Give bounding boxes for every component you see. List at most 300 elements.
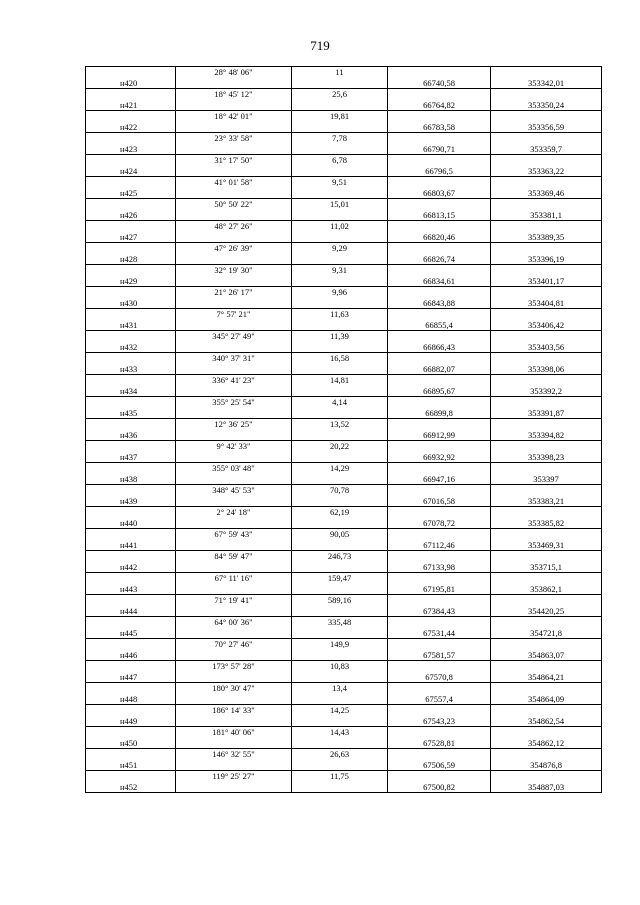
bearing-cell: 47° 26' 39": [176, 243, 292, 254]
bearing-cell-empty: [176, 452, 292, 463]
bearing-cell: 146° 32' 55": [176, 749, 292, 760]
point-row: [86, 760, 602, 771]
point-id-cell: н423: [86, 144, 176, 155]
distance-cell-empty: [292, 298, 388, 309]
segment-row: [86, 177, 602, 188]
point-cell-empty: [86, 133, 176, 144]
point-row: [86, 430, 602, 441]
point-id-cell: н425: [86, 188, 176, 199]
point-id-cell: н439: [86, 496, 176, 507]
segment-row: [86, 529, 602, 540]
x-cell-empty: [388, 287, 491, 298]
segment-row: [86, 573, 602, 584]
y-coordinate-cell: 353359,7: [491, 144, 602, 155]
x-coordinate-cell: 67384,43: [388, 606, 491, 617]
point-row: [86, 650, 602, 661]
segment-row: [86, 419, 602, 430]
y-coordinate-cell: 353862,1: [491, 584, 602, 595]
distance-cell-empty: [292, 430, 388, 441]
x-coordinate-cell: 67506,59: [388, 760, 491, 771]
distance-cell-empty: [292, 144, 388, 155]
distance-cell-empty: [292, 386, 388, 397]
bearing-cell-empty: [176, 518, 292, 529]
point-row: [86, 276, 602, 287]
point-row: [86, 166, 602, 177]
segment-row: [86, 67, 602, 78]
y-coordinate-cell: 353397: [491, 474, 602, 485]
y-coordinate-cell: 353342,01: [491, 78, 602, 89]
point-id-cell: н430: [86, 298, 176, 309]
segment-row: [86, 221, 602, 232]
x-coordinate-cell: 66834,61: [388, 276, 491, 287]
x-cell-empty: [388, 177, 491, 188]
y-coordinate-cell: 353401,17: [491, 276, 602, 287]
y-coordinate-cell: 354863,07: [491, 650, 602, 661]
y-cell-empty: [491, 485, 602, 496]
point-id-cell: н421: [86, 100, 176, 111]
bearing-cell: 355° 03' 48": [176, 463, 292, 474]
y-coordinate-cell: 354862,54: [491, 716, 602, 727]
y-cell-empty: [491, 683, 602, 694]
distance-cell: 9,31: [292, 265, 388, 276]
y-cell-empty: [491, 287, 602, 298]
point-id-cell: н447: [86, 672, 176, 683]
y-cell-empty: [491, 177, 602, 188]
point-cell-empty: [86, 705, 176, 716]
point-row: [86, 738, 602, 749]
bearing-cell: 48° 27' 26": [176, 221, 292, 232]
y-coordinate-cell: 354887,03: [491, 782, 602, 793]
point-id-cell: н444: [86, 606, 176, 617]
point-id-cell: н440: [86, 518, 176, 529]
y-cell-empty: [491, 199, 602, 210]
x-cell-empty: [388, 727, 491, 738]
y-coordinate-cell: 354721,8: [491, 628, 602, 639]
x-coordinate-cell: 66912,99: [388, 430, 491, 441]
bearing-cell: 345° 27' 49": [176, 331, 292, 342]
distance-cell-empty: [292, 100, 388, 111]
segment-row: [86, 683, 602, 694]
distance-cell: 589,16: [292, 595, 388, 606]
point-cell-empty: [86, 463, 176, 474]
point-id-cell: н446: [86, 650, 176, 661]
point-row: [86, 672, 602, 683]
point-row: [86, 210, 602, 221]
bearing-cell-empty: [176, 716, 292, 727]
x-cell-empty: [388, 771, 491, 782]
y-coordinate-cell: 353383,21: [491, 496, 602, 507]
bearing-cell-empty: [176, 298, 292, 309]
x-cell-empty: [388, 683, 491, 694]
distance-cell-empty: [292, 540, 388, 551]
point-id-cell: н451: [86, 760, 176, 771]
x-cell-empty: [388, 133, 491, 144]
point-cell-empty: [86, 683, 176, 694]
x-coordinate-cell: 66820,46: [388, 232, 491, 243]
y-cell-empty: [491, 331, 602, 342]
x-coordinate-cell: 66764,82: [388, 100, 491, 111]
distance-cell: 14,81: [292, 375, 388, 386]
point-id-cell: н432: [86, 342, 176, 353]
point-id-cell: н441: [86, 540, 176, 551]
point-cell-empty: [86, 89, 176, 100]
point-cell-empty: [86, 221, 176, 232]
segment-row: [86, 353, 602, 364]
segment-row: [86, 705, 602, 716]
distance-cell: 9,51: [292, 177, 388, 188]
point-row: [86, 298, 602, 309]
point-cell-empty: [86, 353, 176, 364]
point-cell-empty: [86, 771, 176, 782]
point-row: [86, 342, 602, 353]
point-id-cell: н429: [86, 276, 176, 287]
point-row: [86, 628, 602, 639]
point-cell-empty: [86, 749, 176, 760]
y-coordinate-cell: 353404,81: [491, 298, 602, 309]
segment-row: [86, 89, 602, 100]
segment-row: [86, 551, 602, 562]
distance-cell-empty: [292, 694, 388, 705]
segment-row: [86, 441, 602, 452]
distance-cell: 11,75: [292, 771, 388, 782]
distance-cell-empty: [292, 188, 388, 199]
bearing-cell-empty: [176, 782, 292, 793]
segment-row: [86, 485, 602, 496]
bearing-cell-empty: [176, 738, 292, 749]
point-id-cell: н438: [86, 474, 176, 485]
y-coordinate-cell: 353715,1: [491, 562, 602, 573]
distance-cell-empty: [292, 496, 388, 507]
distance-cell: 62,19: [292, 507, 388, 518]
point-cell-empty: [86, 419, 176, 430]
y-coordinate-cell: 353381,1: [491, 210, 602, 221]
x-cell-empty: [388, 67, 491, 78]
y-cell-empty: [491, 111, 602, 122]
bearing-cell: 50° 50' 22": [176, 199, 292, 210]
bearing-cell: 340° 37' 31": [176, 353, 292, 364]
segment-row: [86, 639, 602, 650]
point-cell-empty: [86, 617, 176, 628]
x-coordinate-cell: 66932,92: [388, 452, 491, 463]
point-row: [86, 144, 602, 155]
page-number: 719: [310, 38, 330, 53]
segment-row: [86, 507, 602, 518]
bearing-cell-empty: [176, 584, 292, 595]
bearing-cell: 18° 45' 12": [176, 89, 292, 100]
segment-row: [86, 375, 602, 386]
x-cell-empty: [388, 331, 491, 342]
point-id-cell: н428: [86, 254, 176, 265]
distance-cell: 90,05: [292, 529, 388, 540]
bearing-cell: 119° 25' 27": [176, 771, 292, 782]
distance-cell-empty: [292, 408, 388, 419]
point-cell-empty: [86, 727, 176, 738]
y-cell-empty: [491, 617, 602, 628]
y-coordinate-cell: 353369,46: [491, 188, 602, 199]
bearing-cell: 28° 48' 06": [176, 67, 292, 78]
y-cell-empty: [491, 573, 602, 584]
point-cell-empty: [86, 441, 176, 452]
point-cell-empty: [86, 287, 176, 298]
x-coordinate-cell: 66843,88: [388, 298, 491, 309]
y-cell-empty: [491, 221, 602, 232]
distance-cell-empty: [292, 276, 388, 287]
point-row: [86, 122, 602, 133]
y-coordinate-cell: 354864,21: [491, 672, 602, 683]
y-coordinate-cell: 353356,59: [491, 122, 602, 133]
bearing-cell-empty: [176, 650, 292, 661]
x-coordinate-cell: 67195,81: [388, 584, 491, 595]
bearing-cell-empty: [176, 254, 292, 265]
distance-cell-empty: [292, 452, 388, 463]
point-row: [86, 694, 602, 705]
point-cell-empty: [86, 595, 176, 606]
bearing-cell: 180° 30' 47": [176, 683, 292, 694]
segment-row: [86, 661, 602, 672]
y-coordinate-cell: 353389,35: [491, 232, 602, 243]
distance-cell: 159,47: [292, 573, 388, 584]
point-cell-empty: [86, 639, 176, 650]
segment-row: [86, 309, 602, 320]
distance-cell-empty: [292, 320, 388, 331]
x-cell-empty: [388, 309, 491, 320]
distance-cell: 6,78: [292, 155, 388, 166]
y-cell-empty: [491, 529, 602, 540]
distance-cell: 149,9: [292, 639, 388, 650]
point-cell-empty: [86, 111, 176, 122]
bearing-cell-empty: [176, 760, 292, 771]
point-id-cell: н426: [86, 210, 176, 221]
point-cell-empty: [86, 485, 176, 496]
y-coordinate-cell: 353391,87: [491, 408, 602, 419]
bearing-cell-empty: [176, 562, 292, 573]
bearing-cell: 12° 36' 25": [176, 419, 292, 430]
y-coordinate-cell: 353396,19: [491, 254, 602, 265]
point-cell-empty: [86, 265, 176, 276]
point-row: [86, 364, 602, 375]
distance-cell-empty: [292, 584, 388, 595]
bearing-cell-empty: [176, 342, 292, 353]
point-row: [86, 584, 602, 595]
distance-cell: 246,73: [292, 551, 388, 562]
y-coordinate-cell: 354876,8: [491, 760, 602, 771]
x-coordinate-cell: 67570,8: [388, 672, 491, 683]
point-id-cell: н433: [86, 364, 176, 375]
bearing-cell-empty: [176, 166, 292, 177]
survey-coordinates-table: [85, 66, 602, 793]
y-coordinate-cell: 353350,24: [491, 100, 602, 111]
point-row: [86, 254, 602, 265]
bearing-cell-empty: [176, 78, 292, 89]
bearing-cell-empty: [176, 694, 292, 705]
point-row: [86, 408, 602, 419]
x-cell-empty: [388, 375, 491, 386]
segment-row: [86, 617, 602, 628]
point-row: [86, 100, 602, 111]
x-coordinate-cell: 66895,67: [388, 386, 491, 397]
y-coordinate-cell: 354862,12: [491, 738, 602, 749]
distance-cell: 13,4: [292, 683, 388, 694]
x-cell-empty: [388, 661, 491, 672]
distance-cell: 14,25: [292, 705, 388, 716]
x-coordinate-cell: 67581,57: [388, 650, 491, 661]
x-cell-empty: [388, 529, 491, 540]
distance-cell: 15,01: [292, 199, 388, 210]
bearing-cell: 7° 57' 21": [176, 309, 292, 320]
y-cell-empty: [491, 463, 602, 474]
segment-row: [86, 287, 602, 298]
point-row: [86, 716, 602, 727]
distance-cell: 9,29: [292, 243, 388, 254]
point-id-cell: н448: [86, 694, 176, 705]
distance-cell: 9,96: [292, 287, 388, 298]
distance-cell: 14,29: [292, 463, 388, 474]
y-cell-empty: [491, 595, 602, 606]
x-cell-empty: [388, 155, 491, 166]
point-row: [86, 540, 602, 551]
y-coordinate-cell: 354420,25: [491, 606, 602, 617]
y-cell-empty: [491, 265, 602, 276]
bearing-cell: 348° 45' 53": [176, 485, 292, 496]
x-coordinate-cell: 67531,44: [388, 628, 491, 639]
bearing-cell-empty: [176, 320, 292, 331]
x-coordinate-cell: 66783,58: [388, 122, 491, 133]
point-row: [86, 232, 602, 243]
point-row: [86, 188, 602, 199]
bearing-cell: 21° 26' 17": [176, 287, 292, 298]
y-cell-empty: [491, 353, 602, 364]
y-cell-empty: [491, 155, 602, 166]
x-cell-empty: [388, 749, 491, 760]
segment-row: [86, 199, 602, 210]
distance-cell: 7,78: [292, 133, 388, 144]
point-row: [86, 562, 602, 573]
bearing-cell-empty: [176, 628, 292, 639]
y-coordinate-cell: 353469,31: [491, 540, 602, 551]
bearing-cell-empty: [176, 210, 292, 221]
y-coordinate-cell: 354864,09: [491, 694, 602, 705]
distance-cell: 16,58: [292, 353, 388, 364]
distance-cell: 10,83: [292, 661, 388, 672]
x-coordinate-cell: 67078,72: [388, 518, 491, 529]
segment-row: [86, 243, 602, 254]
y-cell-empty: [491, 397, 602, 408]
bearing-cell: 84° 59' 47": [176, 551, 292, 562]
point-id-cell: н427: [86, 232, 176, 243]
point-row: [86, 496, 602, 507]
point-id-cell: н431: [86, 320, 176, 331]
y-cell-empty: [491, 67, 602, 78]
y-cell-empty: [491, 661, 602, 672]
bearing-cell: 41° 01' 58": [176, 177, 292, 188]
distance-cell-empty: [292, 716, 388, 727]
y-cell-empty: [491, 551, 602, 562]
distance-cell: 19,81: [292, 111, 388, 122]
point-id-cell: н443: [86, 584, 176, 595]
distance-cell: 11: [292, 67, 388, 78]
bearing-cell: 32° 19' 30": [176, 265, 292, 276]
bearing-cell: 186° 14' 33": [176, 705, 292, 716]
x-cell-empty: [388, 705, 491, 716]
point-cell-empty: [86, 243, 176, 254]
x-cell-empty: [388, 573, 491, 584]
bearing-cell-empty: [176, 100, 292, 111]
segment-row: [86, 463, 602, 474]
bearing-cell-empty: [176, 540, 292, 551]
point-id-cell: н449: [86, 716, 176, 727]
distance-cell: 13,52: [292, 419, 388, 430]
distance-cell-empty: [292, 342, 388, 353]
point-id-cell: н450: [86, 738, 176, 749]
bearing-cell-empty: [176, 364, 292, 375]
bearing-cell-empty: [176, 606, 292, 617]
point-row: [86, 782, 602, 793]
x-cell-empty: [388, 397, 491, 408]
y-cell-empty: [491, 243, 602, 254]
distance-cell-empty: [292, 650, 388, 661]
distance-cell-empty: [292, 232, 388, 243]
y-cell-empty: [491, 749, 602, 760]
y-cell-empty: [491, 441, 602, 452]
distance-cell-empty: [292, 738, 388, 749]
distance-cell-empty: [292, 474, 388, 485]
distance-cell-empty: [292, 210, 388, 221]
x-coordinate-cell: 67543,23: [388, 716, 491, 727]
x-coordinate-cell: 66790,71: [388, 144, 491, 155]
bearing-cell-empty: [176, 474, 292, 485]
y-cell-empty: [491, 375, 602, 386]
distance-cell: 20,22: [292, 441, 388, 452]
x-cell-empty: [388, 463, 491, 474]
x-coordinate-cell: 67500,82: [388, 782, 491, 793]
point-row: [86, 78, 602, 89]
point-cell-empty: [86, 661, 176, 672]
x-cell-empty: [388, 617, 491, 628]
x-coordinate-cell: 66855,4: [388, 320, 491, 331]
y-coordinate-cell: 353398,23: [491, 452, 602, 463]
distance-cell-empty: [292, 760, 388, 771]
segment-row: [86, 727, 602, 738]
point-id-cell: н437: [86, 452, 176, 463]
y-cell-empty: [491, 639, 602, 650]
distance-cell: 26,63: [292, 749, 388, 760]
x-coordinate-cell: 66882,07: [388, 364, 491, 375]
survey-table-body: [86, 67, 602, 793]
point-cell-empty: [86, 573, 176, 584]
point-row: [86, 386, 602, 397]
point-id-cell: н445: [86, 628, 176, 639]
point-id-cell: н442: [86, 562, 176, 573]
x-cell-empty: [388, 221, 491, 232]
segment-row: [86, 331, 602, 342]
point-row: [86, 518, 602, 529]
bearing-cell: 336° 41' 23": [176, 375, 292, 386]
bearing-cell-empty: [176, 276, 292, 287]
distance-cell-empty: [292, 562, 388, 573]
point-cell-empty: [86, 155, 176, 166]
distance-cell-empty: [292, 166, 388, 177]
y-coordinate-cell: 353403,56: [491, 342, 602, 353]
bearing-cell: 31° 17' 50": [176, 155, 292, 166]
point-cell-empty: [86, 309, 176, 320]
point-cell-empty: [86, 67, 176, 78]
bearing-cell: 2° 24' 18": [176, 507, 292, 518]
y-cell-empty: [491, 507, 602, 518]
x-cell-empty: [388, 595, 491, 606]
point-id-cell: н424: [86, 166, 176, 177]
segment-row: [86, 155, 602, 166]
distance-cell: 11,39: [292, 331, 388, 342]
